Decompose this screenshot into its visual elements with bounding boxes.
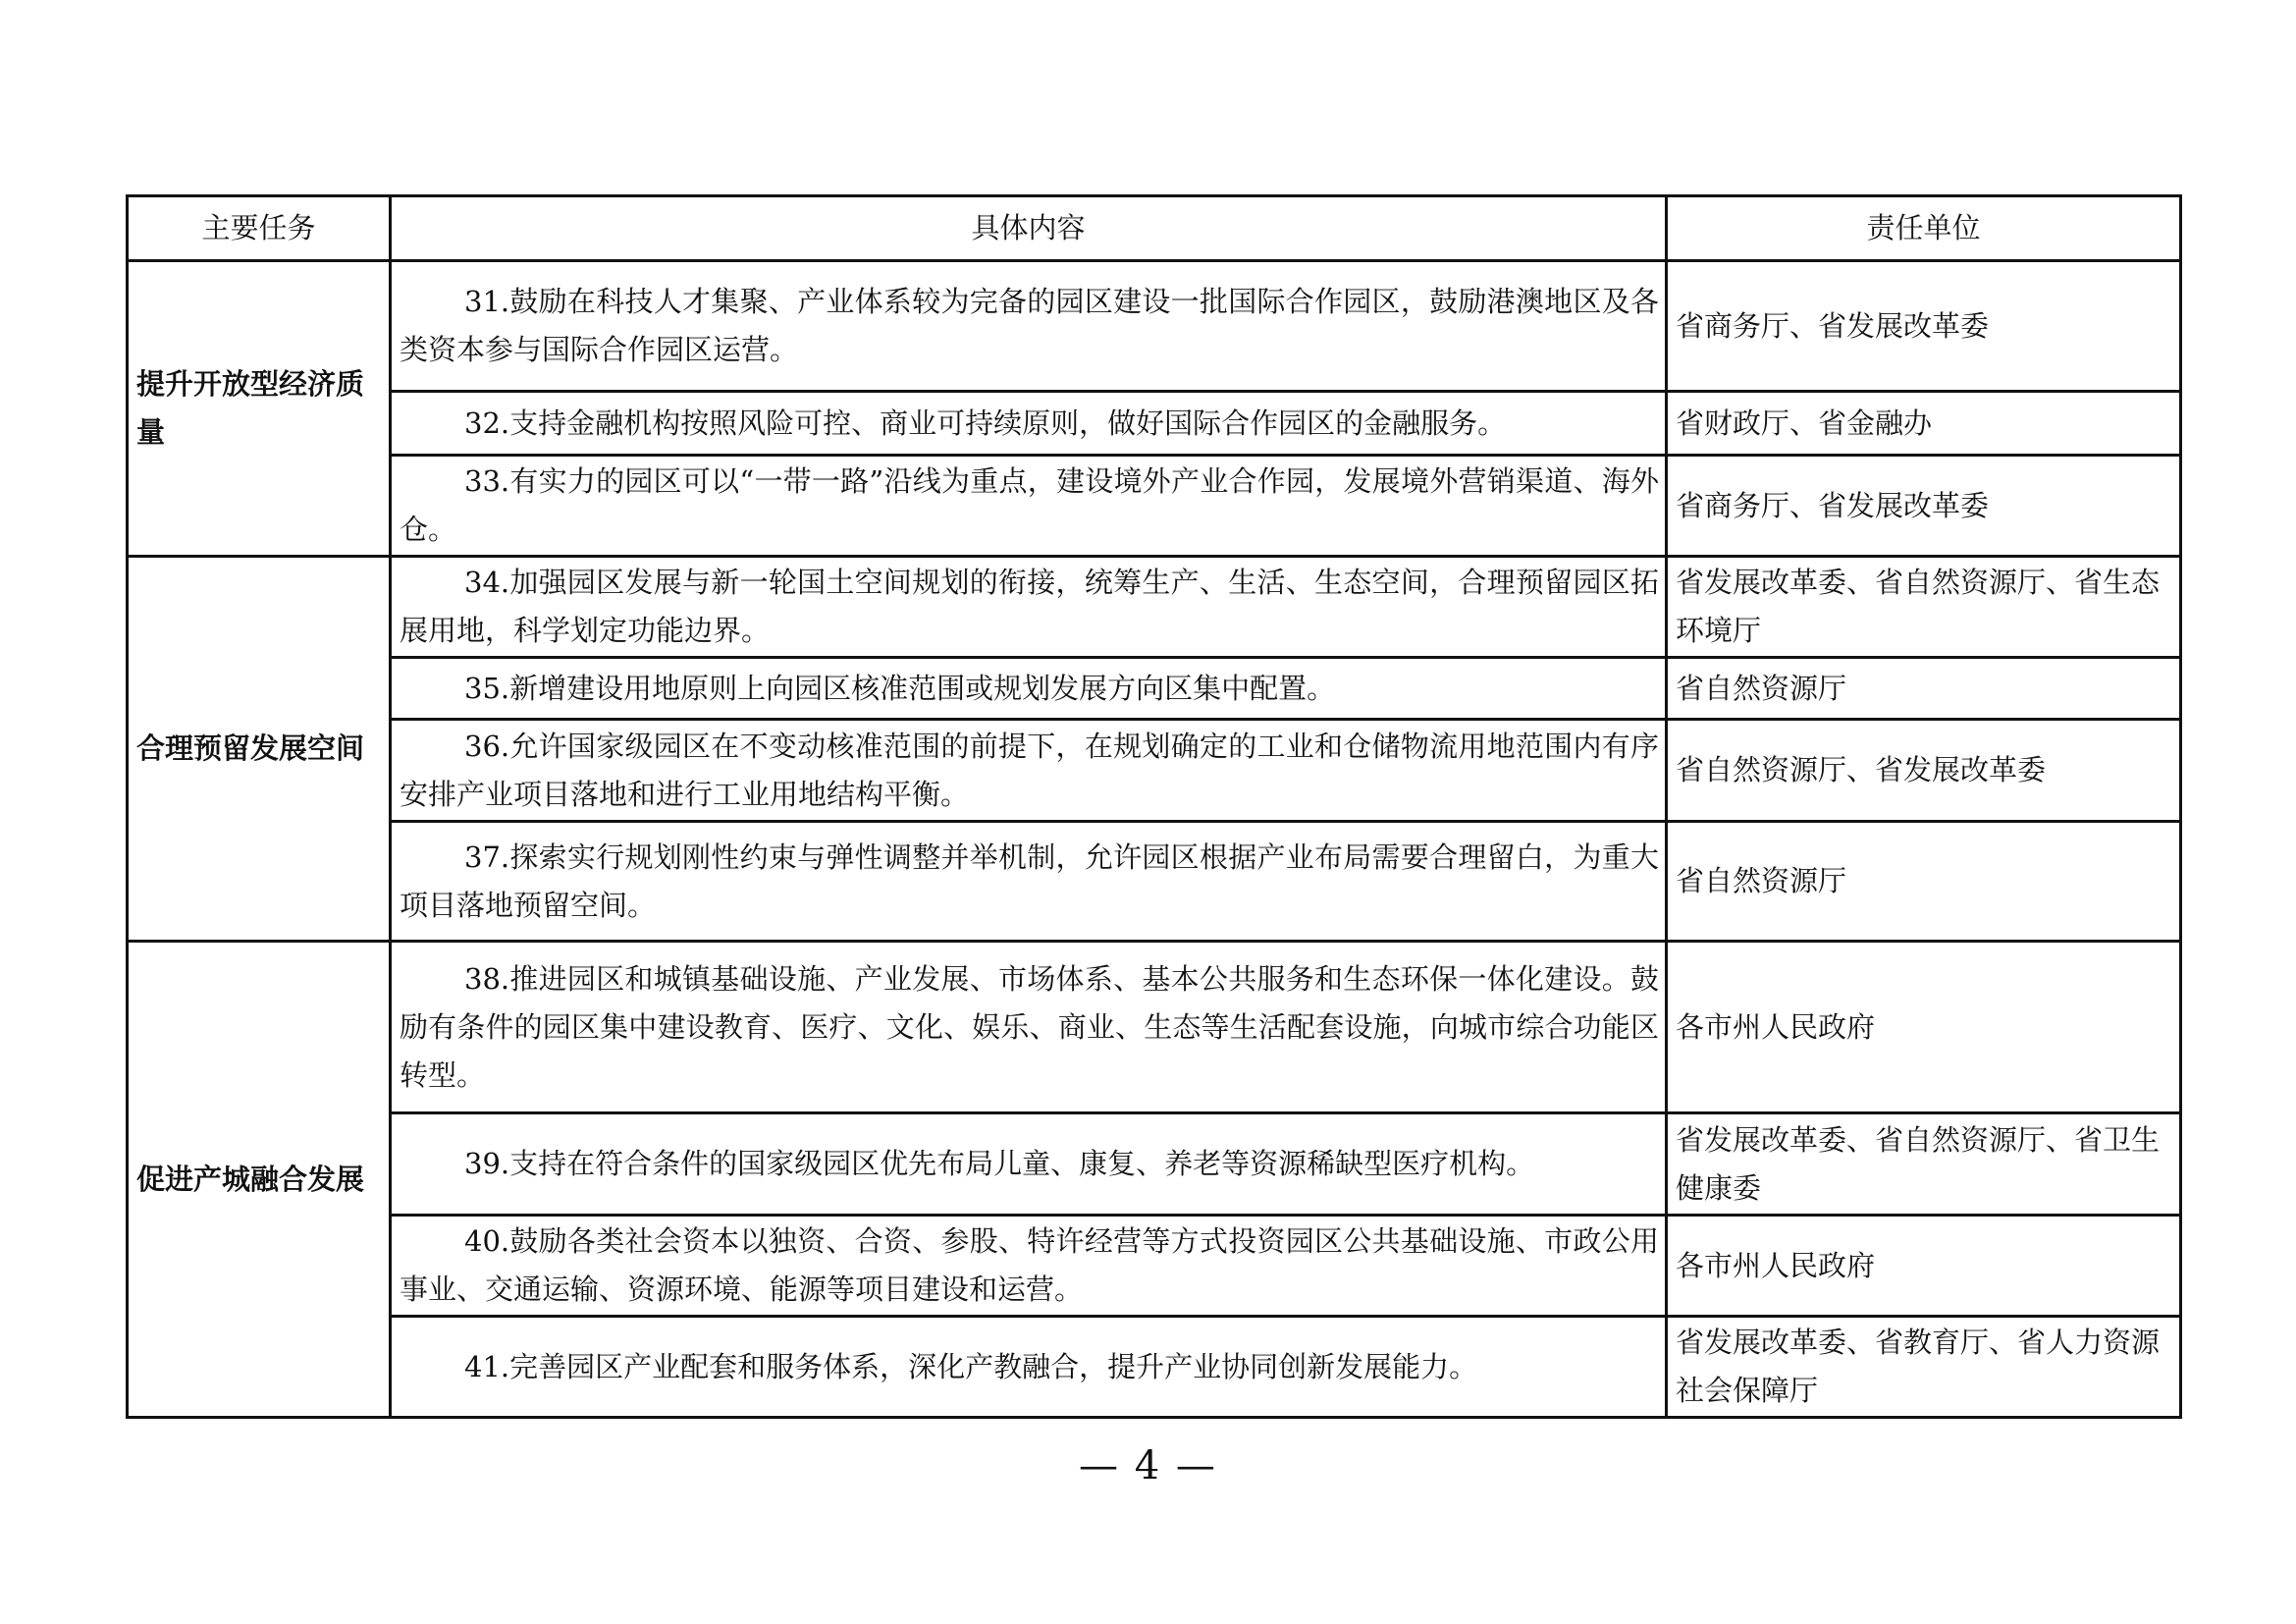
- table-row: [128, 942, 2181, 1113]
- content-cell: [391, 261, 1667, 392]
- header-task: 主要任务: [128, 196, 391, 261]
- content-cell: [391, 456, 1667, 557]
- unit-cell: 省商务厅、省发展改革委: [1667, 261, 2181, 392]
- unit-cell: 各市州人民政府: [1667, 942, 2181, 1113]
- content-text: 34.加强园区发展与新一轮国土空间规划的衔接，统筹生产、生活、生态空间，合理预留园区拓展用地，科学划定功能边界。: [400, 566, 1659, 647]
- content-text: 38.推进园区和城镇基础设施、产业发展、市场体系、基本公共服务和生态环保一体化建设。鼓励有条件的园区集中建设教育、医疗、文化、娱乐、商业、生态等生活配套设施，向城市综合功能区转型。: [400, 961, 1659, 1092]
- unit-cell: 省自然资源厅: [1667, 658, 2181, 720]
- table-row: [128, 658, 2181, 720]
- header-row: [128, 196, 2181, 261]
- unit-cell: 省发展改革委、省自然资源厅、省生态环境厅: [1667, 557, 2181, 658]
- content-cell: [391, 557, 1667, 658]
- table-row: [128, 1216, 2181, 1317]
- table-row: [128, 392, 2181, 456]
- unit-cell: 省商务厅、省发展改革委: [1667, 456, 2181, 557]
- task-cell: 合理预留发展空间: [128, 557, 391, 942]
- content-text: 32.支持金融机构按照风险可控、商业可持续原则，做好国际合作园区的金融服务。: [464, 406, 1507, 440]
- header-unit: 责任单位: [1667, 196, 2181, 261]
- page-number: — 4 —: [1079, 1443, 1217, 1489]
- unit-cell: 省发展改革委、省自然资源厅、省卫生健康委: [1667, 1113, 2181, 1216]
- content-cell: [391, 942, 1667, 1113]
- table-row: [128, 261, 2181, 392]
- unit-cell: 省财政厅、省金融办: [1667, 392, 2181, 456]
- content-cell: [391, 658, 1667, 720]
- table-row: [128, 1113, 2181, 1216]
- content-cell: [391, 822, 1667, 942]
- content-cell: [391, 1216, 1667, 1317]
- header-content: 具体内容: [391, 196, 1667, 261]
- content-cell: [391, 720, 1667, 822]
- unit-cell: 省发展改革委、省教育厅、省人力资源社会保障厅: [1667, 1317, 2181, 1418]
- unit-cell: 省自然资源厅、省发展改革委: [1667, 720, 2181, 822]
- task-cell: 促进产城融合发展: [128, 942, 391, 1418]
- content-text: 39.支持在符合条件的国家级园区优先布局儿童、康复、养老等资源稀缺型医疗机构。: [464, 1147, 1535, 1180]
- table-row: [128, 456, 2181, 557]
- content-text: 35.新增建设用地原则上向园区核准范围或规划发展方向区集中配置。: [464, 671, 1336, 705]
- task-cell: 提升开放型经济质量: [128, 261, 391, 557]
- table-row: [128, 557, 2181, 658]
- content-cell: [391, 1113, 1667, 1216]
- task-table: [126, 194, 2182, 1419]
- table-row: [128, 822, 2181, 942]
- content-text: 40.鼓励各类社会资本以独资、合资、参股、特许经营等方式投资园区公共基础设施、市政公用事业、交通运输、资源环境、能源等项目建设和运营。: [400, 1224, 1659, 1306]
- content-text: 31.鼓励在科技人才集聚、产业体系较为完备的园区建设一批国际合作园区，鼓励港澳地区及各类资本参与国际合作园区运营。: [400, 285, 1659, 366]
- content-cell: [391, 1317, 1667, 1418]
- unit-cell: 各市州人民政府: [1667, 1216, 2181, 1317]
- content-text: 41.完善园区产业配套和服务体系，深化产教融合，提升产业协同创新发展能力。: [464, 1349, 1478, 1383]
- unit-cell: 省自然资源厅: [1667, 822, 2181, 942]
- content-text: 33.有实力的园区可以“一带一路”沿线为重点，建设境外产业合作园，发展境外营销渠道、海外仓。: [400, 464, 1659, 546]
- content-text: 37.探索实行规划刚性约束与弹性调整并举机制，允许园区根据产业布局需要合理留白，为重大项目落地预留空间。: [400, 839, 1659, 922]
- content-cell: [391, 392, 1667, 456]
- table-row: [128, 720, 2181, 822]
- table-row: [128, 1317, 2181, 1418]
- content-text: 36.允许国家级园区在不变动核准范围的前提下，在规划确定的工业和仓储物流用地范围内有序安排产业项目落地和进行工业用地结构平衡。: [400, 729, 1659, 811]
